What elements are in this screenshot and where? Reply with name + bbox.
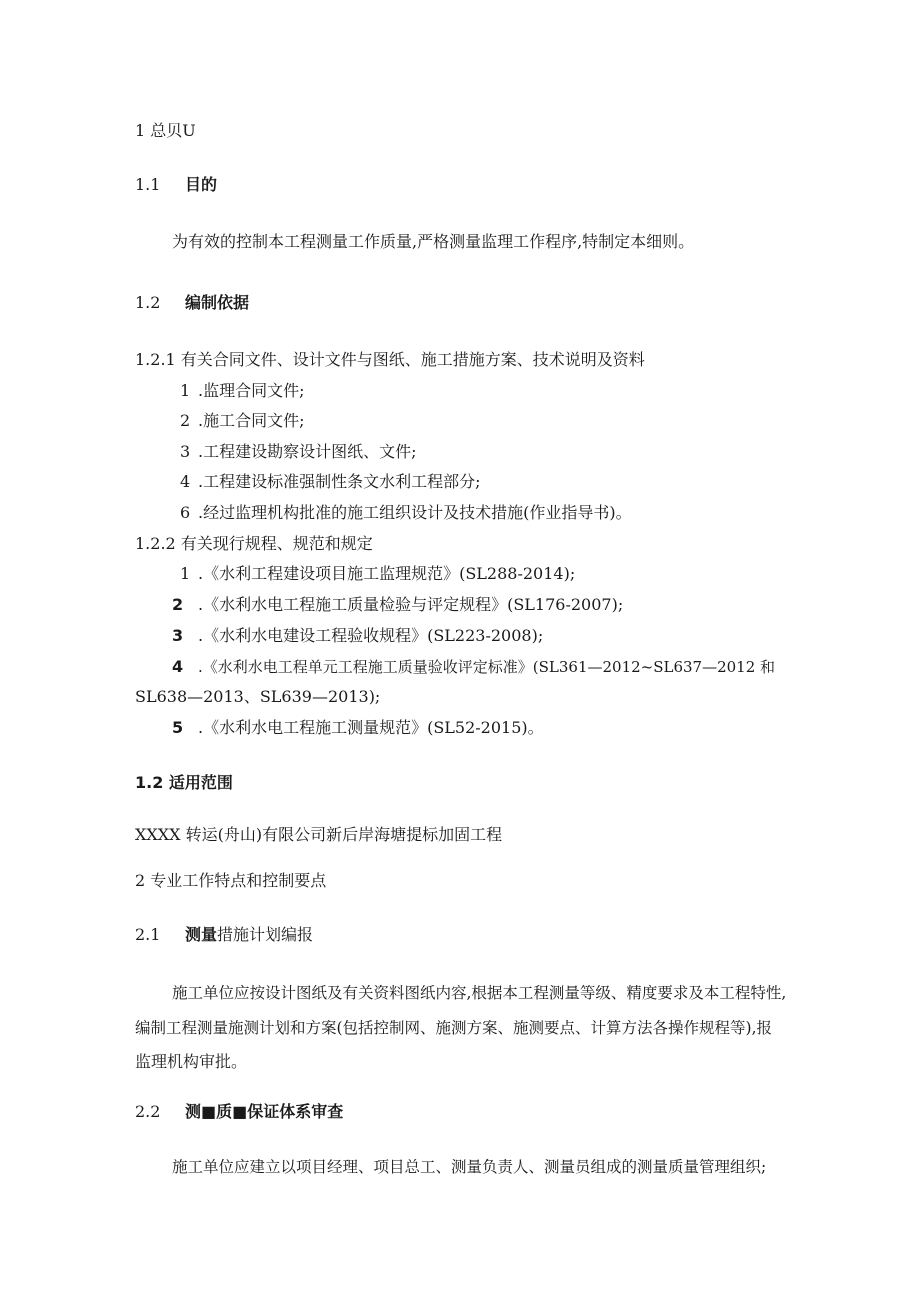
list1-item [180, 502, 632, 524]
list2-item-number: 3 [172, 626, 184, 645]
section-2-1-body-line: 编制工程测量施测计划和方案(包括控制网、施测方案、施测要点、计算方法各操作规程等),报 [135, 1019, 773, 1037]
section-2-1-title-rest: 措施计划编报 [217, 925, 314, 944]
list1-item-number: 3 [180, 442, 191, 461]
section-1-2-1-heading: 1.2.1 有关合同文件、设计文件与图纸、施工措施方案、技术说明及资料 [135, 350, 645, 369]
section-2-2-body: 施工单位应建立以项目经理、项目总工、测量负责人、测量员组成的测量质量管理组织; [172, 1158, 767, 1176]
list2-item [172, 656, 775, 678]
list2-item [172, 717, 544, 739]
section-1-2-number: 1.2 [135, 293, 161, 312]
section-2-2-title: 测■质■保证体系审查 [185, 1102, 344, 1121]
list2-item-text: .《水利水电工程施工质量检验与评定规程》(SL176-2007); [198, 595, 624, 614]
section-2-1-number: 2.1 [135, 925, 161, 944]
section-1-1-title: 目的 [185, 175, 218, 194]
section-1-2-2-heading: 1.2.2 有关现行规程、规范和规定 [135, 534, 373, 553]
list1-item-text: .施工合同文件; [198, 411, 305, 430]
list2-item [172, 594, 623, 616]
section-2-2-number: 2.2 [135, 1102, 161, 1121]
list2-item-text: .《水利水电建设工程验收规程》(SL223-2008); [198, 626, 544, 645]
section-1-2b-body: XXXX 转运(舟山)有限公司新后岸海塘提标加固工程 [135, 825, 503, 844]
section-1-2b-heading: 1.2 适用范围 [135, 773, 233, 792]
list1-item [180, 380, 304, 402]
section-1-1-body: 为有效的控制本工程测量工作质量,严格测量监理工作程序,特制定本细则。 [172, 232, 695, 251]
section-2-1-body-line: 监理机构审批。 [135, 1052, 248, 1071]
list1-item-text: .工程建设标准强制性条文水利工程部分; [198, 472, 481, 491]
list2-item [180, 563, 575, 585]
section-2-1-title [185, 924, 313, 946]
list1-item-text: .工程建设勘察设计图纸、文件; [198, 442, 417, 461]
list2-item-number: 1 [180, 564, 191, 583]
list1-item-number: 2 [180, 411, 191, 430]
section-2-heading: 2 专业工作特点和控制要点 [135, 871, 327, 890]
list1-item-number: 4 [180, 472, 191, 491]
section-1-2-title: 编制依据 [185, 293, 250, 312]
list2-item-number: 2 [172, 595, 184, 614]
list1-item-text: .经过监理机构批准的施工组织设计及技术措施(作业指导书)。 [198, 503, 632, 522]
section-1-heading: 1 总贝U [135, 121, 196, 140]
list1-item-number: 6 [180, 503, 191, 522]
list2-item-number: 4 [172, 657, 184, 676]
list1-item-number: 1 [180, 381, 191, 400]
list1-item-text: .监理合同文件; [198, 381, 305, 400]
section-2-1-title-bold: 测量 [185, 925, 218, 944]
list2-item-text: .《水利工程建设项目施工监理规范》(SL288-2014); [198, 564, 576, 583]
list2-item-text: .《水利水电工程施工测量规范》(SL52-2015)。 [198, 718, 544, 737]
section-1-1-number: 1.1 [135, 175, 161, 194]
list1-item [180, 410, 304, 432]
section-2-1-body-line: 施工单位应按设计图纸及有关资料图纸内容,根据本工程测量等级、精度要求及本工程特性, [172, 984, 787, 1002]
list2-item [172, 625, 543, 647]
list2-item-number: 5 [172, 718, 184, 737]
list1-item [180, 471, 480, 493]
list2-item-text: .《水利水电工程单元工程施工质量验收评定标准》(SL361—2012~SL637—2012 和 [198, 658, 776, 676]
list1-item [180, 441, 416, 463]
list2-item-continuation: SL638—2013、SL639—2013); [135, 687, 381, 706]
